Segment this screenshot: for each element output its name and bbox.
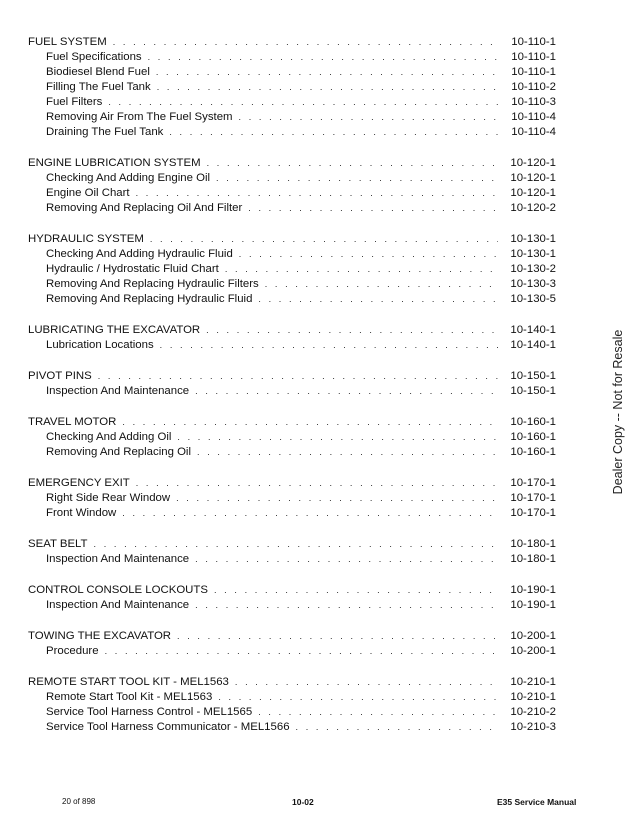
toc-entry-title: Biodiesel Blend Fuel: [46, 66, 150, 78]
dot-leader: [195, 598, 498, 613]
toc-section: [28, 35, 556, 140]
dot-leader: [197, 445, 498, 460]
toc-section-heading[interactable]: [28, 415, 556, 430]
toc-page-ref: 10-190-1: [510, 599, 556, 611]
toc-entry-title: Inspection And Maintenance: [46, 599, 190, 611]
dot-leader: [157, 80, 498, 95]
toc-section: [28, 323, 556, 353]
toc-entry[interactable]: [28, 598, 556, 613]
toc-entry[interactable]: [28, 50, 556, 65]
dot-leader: [94, 537, 498, 552]
toc-section-title: FUEL SYSTEM: [28, 36, 107, 48]
toc-entry[interactable]: [28, 491, 556, 506]
toc-section-heading[interactable]: [28, 675, 556, 690]
toc-entry-title: Removing And Replacing Hydraulic Filters: [46, 278, 259, 290]
dot-leader: [195, 552, 498, 567]
toc-entry[interactable]: [28, 80, 556, 95]
toc-entry[interactable]: [28, 247, 556, 262]
toc-page-ref: 10-150-1: [510, 385, 556, 397]
toc-page-ref: 10-140-1: [510, 324, 556, 336]
toc-entry[interactable]: [28, 430, 556, 445]
dot-leader: [265, 277, 498, 292]
toc-section-heading[interactable]: [28, 476, 556, 491]
toc-entry-title: Inspection And Maintenance: [46, 553, 190, 565]
toc-section-heading[interactable]: [28, 232, 556, 247]
toc-section-title: LUBRICATING THE EXCAVATOR: [28, 324, 201, 336]
toc-section-title: EMERGENCY EXIT: [28, 477, 130, 489]
footer-page-number: 10-02: [292, 797, 314, 807]
toc-section-title: SEAT BELT: [28, 538, 88, 550]
toc-page-ref: 10-110-1: [511, 36, 556, 48]
dot-leader: [136, 186, 498, 201]
toc-page-ref: 10-140-1: [510, 339, 556, 351]
toc-section-title: ENGINE LUBRICATION SYSTEM: [28, 157, 201, 169]
toc-section-heading[interactable]: [28, 35, 556, 50]
toc-section: [28, 232, 556, 307]
toc-entry[interactable]: [28, 171, 556, 186]
dot-leader: [156, 65, 498, 80]
toc-section-heading[interactable]: [28, 537, 556, 552]
dot-leader: [136, 476, 498, 491]
toc-section: [28, 629, 556, 659]
toc-entry-title: Fuel Specifications: [46, 51, 142, 63]
dot-leader: [239, 247, 498, 262]
toc-entry[interactable]: [28, 262, 556, 277]
toc-entry[interactable]: [28, 644, 556, 659]
toc-entry-title: Remote Start Tool Kit - MEL1563: [46, 691, 213, 703]
toc-page-ref: 10-130-2: [510, 263, 556, 275]
toc-entry[interactable]: [28, 292, 556, 307]
toc-section-heading[interactable]: [28, 323, 556, 338]
toc-entry-title: Service Tool Harness Communicator - MEL1566: [46, 721, 290, 733]
toc-section-title: CONTROL CONSOLE LOCKOUTS: [28, 584, 208, 596]
toc-page-ref: 10-160-1: [510, 431, 556, 443]
toc-page-ref: 10-120-1: [510, 187, 556, 199]
toc-page-ref: 10-210-1: [510, 676, 556, 688]
dot-leader: [258, 292, 498, 307]
toc-entry[interactable]: [28, 338, 556, 353]
table-of-contents: [28, 35, 556, 751]
toc-page-ref: 10-200-1: [510, 630, 556, 642]
dot-leader: [176, 491, 498, 506]
toc-page-ref: 10-130-1: [510, 233, 556, 245]
dot-leader: [195, 384, 498, 399]
toc-page-ref: 10-200-1: [510, 645, 556, 657]
toc-page-ref: 10-180-1: [510, 538, 556, 550]
toc-section-heading[interactable]: [28, 369, 556, 384]
dot-leader: [150, 232, 498, 247]
dot-leader: [122, 506, 498, 521]
toc-page-ref: 10-110-3: [511, 96, 556, 108]
toc-entry-title: Right Side Rear Window: [46, 492, 171, 504]
toc-entry[interactable]: [28, 201, 556, 216]
dot-leader: [248, 201, 498, 216]
dot-leader: [258, 705, 498, 720]
toc-entry[interactable]: [28, 720, 556, 735]
toc-section: [28, 476, 556, 521]
toc-section: [28, 537, 556, 567]
dot-leader: [177, 430, 498, 445]
dot-leader: [218, 690, 498, 705]
toc-page-ref: 10-110-1: [511, 66, 556, 78]
toc-page-ref: 10-210-2: [510, 706, 556, 718]
toc-page-ref: 10-170-1: [510, 507, 556, 519]
toc-page-ref: 10-120-1: [510, 157, 556, 169]
toc-entry-title: Removing And Replacing Oil And Filter: [46, 202, 243, 214]
dot-leader: [169, 125, 498, 140]
toc-entry-title: Front Window: [46, 507, 117, 519]
toc-section-title: PIVOT PINS: [28, 370, 92, 382]
toc-page-ref: 10-110-2: [511, 81, 556, 93]
dot-leader: [207, 156, 498, 171]
toc-section-heading[interactable]: [28, 629, 556, 644]
toc-entry-title: Removing Air From The Fuel System: [46, 111, 233, 123]
dot-leader: [148, 50, 498, 65]
toc-page-ref: 10-110-4: [511, 111, 556, 123]
toc-section-title: TRAVEL MOTOR: [28, 416, 117, 428]
toc-section-title: HYDRAULIC SYSTEM: [28, 233, 144, 245]
toc-entry[interactable]: [28, 690, 556, 705]
toc-page-ref: 10-120-1: [510, 172, 556, 184]
toc-section-title: TOWING THE EXCAVATOR: [28, 630, 172, 642]
toc-entry-title: Service Tool Harness Control - MEL1565: [46, 706, 253, 718]
toc-entry[interactable]: [28, 445, 556, 460]
toc-entry[interactable]: [28, 384, 556, 399]
toc-page-ref: 10-210-1: [510, 691, 556, 703]
dealer-copy-watermark: Dealer Copy -- Not for Resale: [611, 329, 625, 495]
toc-page-ref: 10-110-4: [511, 126, 556, 138]
toc-entry[interactable]: [28, 125, 556, 140]
dot-leader: [113, 35, 498, 50]
toc-entry-title: Draining The Fuel Tank: [46, 126, 164, 138]
toc-entry-title: Removing And Replacing Hydraulic Fluid: [46, 293, 253, 305]
toc-section-heading[interactable]: [28, 156, 556, 171]
toc-page-ref: 10-180-1: [510, 553, 556, 565]
dot-leader: [235, 675, 498, 690]
toc-page-ref: 10-210-3: [510, 721, 556, 733]
toc-entry-title: Checking And Adding Oil: [46, 431, 172, 443]
toc-section-title: REMOTE START TOOL KIT - MEL1563: [28, 676, 229, 688]
toc-entry-title: Checking And Adding Hydraulic Fluid: [46, 248, 233, 260]
dot-leader: [206, 323, 498, 338]
toc-page-ref: 10-110-1: [511, 51, 556, 63]
toc-entry-title: Procedure: [46, 645, 99, 657]
toc-entry-title: Fuel Filters: [46, 96, 103, 108]
toc-entry-title: Filling The Fuel Tank: [46, 81, 151, 93]
dot-leader: [98, 369, 498, 384]
dot-leader: [108, 95, 498, 110]
dot-leader: [105, 644, 498, 659]
toc-entry-title: Checking And Adding Engine Oil: [46, 172, 211, 184]
toc-page-ref: 10-160-1: [510, 416, 556, 428]
toc-entry-title: Lubrication Locations: [46, 339, 154, 351]
toc-entry-title: Engine Oil Chart: [46, 187, 130, 199]
toc-entry[interactable]: [28, 705, 556, 720]
dot-leader: [239, 110, 498, 125]
toc-entry[interactable]: [28, 95, 556, 110]
toc-entry[interactable]: [28, 506, 556, 521]
toc-entry[interactable]: [28, 552, 556, 567]
toc-section: [28, 583, 556, 613]
toc-page-ref: 10-130-1: [510, 248, 556, 260]
toc-section: [28, 675, 556, 735]
dot-leader: [225, 262, 498, 277]
dot-leader: [177, 629, 498, 644]
toc-section: [28, 369, 556, 399]
dot-leader: [160, 338, 498, 353]
toc-entry-title: Removing And Replacing Oil: [46, 446, 191, 458]
toc-page-ref: 10-160-1: [510, 446, 556, 458]
toc-page-ref: 10-170-1: [510, 492, 556, 504]
dot-leader: [214, 583, 498, 598]
toc-page-ref: 10-120-2: [510, 202, 556, 214]
toc-section: [28, 156, 556, 216]
toc-section: [28, 415, 556, 460]
dot-leader: [216, 171, 498, 186]
toc-entry-title: Inspection And Maintenance: [46, 385, 190, 397]
toc-page-ref: 10-130-5: [510, 293, 556, 305]
toc-page-ref: 10-170-1: [510, 477, 556, 489]
dot-leader: [122, 415, 498, 430]
toc-entry-title: Hydraulic / Hydrostatic Fluid Chart: [46, 263, 219, 275]
toc-page-ref: 10-190-1: [510, 584, 556, 596]
toc-entry[interactable]: [28, 65, 556, 80]
toc-section-heading[interactable]: [28, 583, 556, 598]
dot-leader: [296, 720, 498, 735]
footer-page-count: 20 of 898: [62, 797, 96, 806]
toc-entry[interactable]: [28, 277, 556, 292]
toc-page-ref: 10-130-3: [510, 278, 556, 290]
toc-entry[interactable]: [28, 186, 556, 201]
footer-manual-title: E35 Service Manual: [497, 797, 577, 807]
toc-page-ref: 10-150-1: [510, 370, 556, 382]
toc-entry[interactable]: [28, 110, 556, 125]
